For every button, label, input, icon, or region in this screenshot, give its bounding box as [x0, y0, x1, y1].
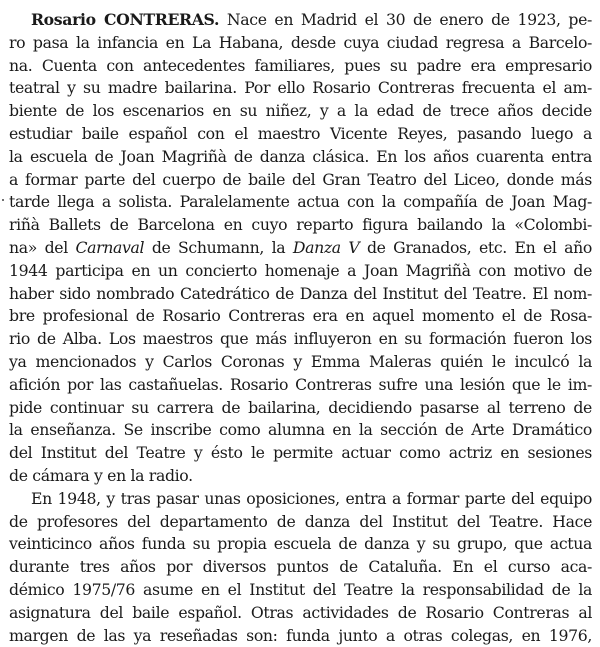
text-line: haber sido nombrado Catedrático de Danza del Institut del Teatre. El nom- [9, 283, 592, 303]
text-line: tarde llega a solista. Paralelamente actua con la compañía de Joan Mag- [9, 192, 592, 212]
text-line: ya mencionados y Carlos Coronas y Emma Maleras quién le inculcó la [9, 351, 592, 371]
work-title: Carnaval [75, 237, 145, 257]
text-line: na. Cuenta con antecedentes familiares, pues su padre era empresario [9, 55, 592, 75]
text-line: riñà Ballets de Barcelona en cuyo reparto figura bailando la «Colombi- [9, 215, 592, 235]
text-line: En 1948, y tras pasar unas oposiciones, entra a formar parte del equipo [31, 488, 592, 508]
text-line: afición por las castañuelas. Rosario Contreras sufre una lesión que le im- [9, 374, 592, 394]
text-line: bre profesional de Rosario Contreras era en aquel momento el de Rosa- [9, 306, 592, 326]
text-line: rio de Alba. Los maestros que más influyeron en su formación fueron los [9, 329, 592, 349]
text-line: na» del Carnaval de Schumann, la Danza V de Granados, etc. En el año [9, 237, 592, 257]
text-line: estudiar baile español con el maestro Vicente Reyes, pasando luego a [9, 123, 592, 143]
text-line: margen de las ya reseñadas son: funda junto a otras colegas, en 1976, [9, 625, 592, 645]
text-line: de profesores del departamento de danza del Institut del Teatre. Hace [9, 511, 592, 531]
text-line: a formar parte del cuerpo de baile del Gran Teatro del Liceo, donde más [9, 169, 592, 189]
text-line: de cámara y en la radio. [9, 465, 193, 485]
text-line: biente de los escenarios en su niñez, y a la edad de trece años decide [9, 101, 592, 121]
text-line: la escuela de Joan Magriñà de danza clásica. En los años cuarenta entra [9, 146, 592, 166]
text-line: la enseñanza. Se inscribe como alumna en la sección de Arte Dramático [9, 420, 592, 440]
entry-name: Rosario CONTRERAS. [31, 10, 220, 29]
text-line: veinticinco años funda su propia escuela de danza y su grupo, que actua [9, 534, 592, 554]
text-line: durante tres años por diversos puntos de Cataluña. En el curso aca- [9, 557, 592, 577]
document-page [0, 9, 600, 645]
text-line: Rosario CONTRERAS. Nace en Madrid el 30 de enero de 1923, pe- [9, 9, 592, 32]
text-line: ro pasa la infancia en La Habana, desde cuya ciudad regresa a Barcelo- [9, 32, 592, 52]
work-title: Danza V [292, 237, 360, 257]
indent [9, 10, 31, 29]
text-line: teatral y su madre bailarina. Por ello Rosario Contreras frecuenta el am- [9, 78, 592, 98]
text-line: pide continuar su carrera de bailarina, decidiendo pasarse al terreno de [9, 397, 592, 417]
text-line: démico 1975/76 asume en el Institut del Teatre la responsabilidad de la [9, 579, 592, 599]
margin-mark [2, 199, 4, 201]
text-line: del Institut del Teatre y ésto le permite actuar como actriz en sesiones [9, 443, 592, 463]
text-line: asignatura del baile español. Otras actividades de Rosario Contreras al [9, 602, 592, 622]
text-line: 1944 participa en un concierto homenaje a Joan Magriñà con motivo de [9, 260, 592, 280]
